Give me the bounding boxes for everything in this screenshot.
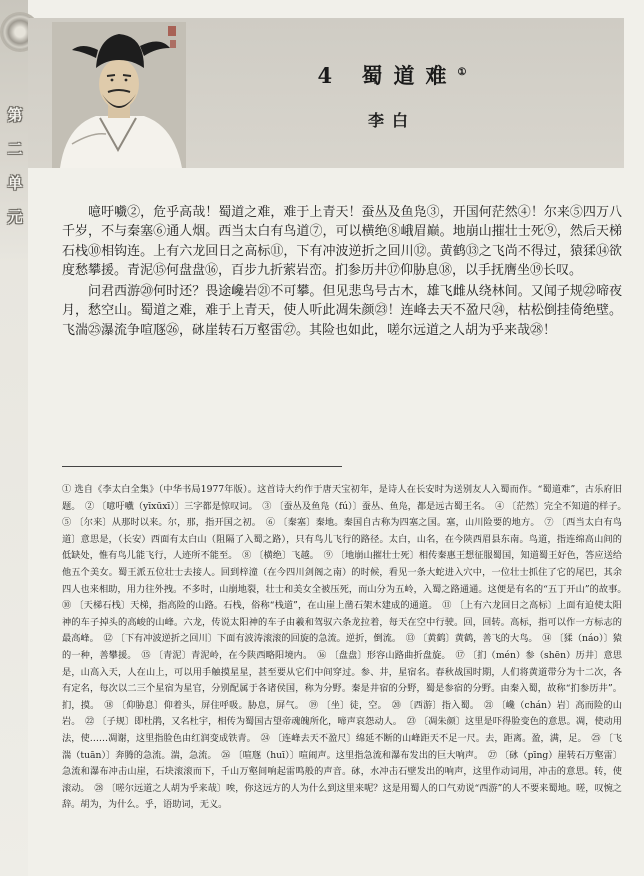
side-band — [0, 0, 28, 876]
unit-mark: 第二单元 — [7, 106, 23, 226]
poem-body — [62, 203, 622, 340]
poem-paragraph: 问君西游⑳何时还？畏途巉岩㉑不可攀。但见悲鸟号古木，雄飞雌从绕林间。又闻子规㉒啼夜月，愁空山。蜀道之难，难于上青天，使人听此凋朱颜㉓！连峰去天不盈尺㉔，枯松倒挂倚绝壁。飞湍㉕瀑流争喧豗㉖，砯崖转石万壑雷㉗。其险也如此，嗟尔远道之人胡为乎来哉㉘！ — [62, 284, 622, 338]
lesson-title: 4 蜀道难① — [317, 63, 467, 88]
li-bai-portrait — [52, 22, 186, 168]
footnote-divider — [62, 466, 342, 467]
poem-paragraph: 噫吁嚱②，危乎高哉！蜀道之难，难于上青天！蚕丛及鱼凫③，开国何茫然④！尔来⑤四万八千岁，不与秦塞⑥通人烟。西当太白有鸟道⑦，可以横绝⑧峨眉巅。地崩山摧壮士死⑨，然后天梯石栈⑩相钩连。上有六龙回日之高标⑪，下有冲波逆折之回川⑫。黄鹤⑬之飞尚不得过，猿猱⑭欲度愁攀援。青泥⑮何盘盘⑯，百步九折萦岩峦。扪参历井⑰仰胁息⑱，以手抚膺坐⑲长叹。 — [62, 205, 622, 278]
author-name: 李白 — [367, 111, 416, 130]
footnotes: ① 选自《李太白全集》（中华书局1977年版）。这首诗大约作于唐天宝初年，是诗人在长安时为送别友人入蜀而作。“蜀道难”，古乐府旧题。 ② 〔噫吁嚱（yīxūxī）〕三字都是惊叹词。 ③ 〔蚕丛及鱼凫（fú）〕蚕丛、鱼凫，都是远古蜀王名。 ④ 〔茫然〕完全不知道的样子。 ⑤ 〔尔来〕从那时以来。尔，那，指开国之初。 ⑥ 〔秦塞〕秦地。秦国自古称为四塞之国。塞，山川险要的地方。 ⑦ 〔西当太白有鸟道〕意思是，（长安）西面有太白山（阻隔了入蜀之路），只有鸟儿飞行的路径。太白，山名，在今陕西眉县东南。鸟道，指连绵高山间的低缺处，惟有鸟儿能飞行，人迹所不能至。 ⑧ 〔横绝〕飞越。 ⑨ 〔地崩山摧壮士死〕相传秦惠王想征服蜀国，知道蜀王好色，答应送给他五个美女。蜀王派五位壮士去接人。回到梓潼（在今四川剑阁之南）的时候，看见一条大蛇进入穴中，一位壮士抓住了它的尾巴，其余四人也来相助，用力往外拽。不多时，山崩地裂，壮士和美女全被压死，而山分为五岭，入蜀之路通通。这便是有名的“五丁开山”的故事。 ⑩ 〔天梯石栈〕天梯，指高险的山路。石栈，俗称“栈道”，在山崖上凿石架木建成的通道。 ⑪ 〔上有六龙回日之高标〕上面有迫使太阳神的车子掉头的高峻的山峰。六龙，传说太阳神的车子由羲和驾驭六条龙拉着，每天在空中行驶。回，回转。高标，指可以作一方标志的最高峰。 ⑫ 〔下有冲波逆折之回川〕下面有波涛滚滚的回旋的急流。逆折，倒流。 ⑬ 〔黄鹤〕黄鹤，善飞的大鸟。 ⑭ 〔猱（náo）〕猿的一种，善攀援。 ⑮ 〔青泥〕青泥岭，在今陕西略阳境内。 ⑯ 〔盘盘〕形容山路曲折盘旋。 ⑰ 〔扪（mén）参（shēn）历井〕意思是，山高入天，人在山上，可以用手触摸星星，甚至要从它们中间穿过。参、井，星宿名。春秋战国时期，人们将黄道带分为十二次，各有定名，每次以二三个星宿为星官，分别配属于各诸侯国，称为分野。秦是井宿的分野，蜀是参宿的分野。由秦入蜀，故称“扪参历井”。扪，摸。 ⑱ 〔仰胁息〕仰着头，屏住呼吸。胁息，屏气。 ⑲ 〔坐〕徒，空。 ⑳ 〔西游〕指入蜀。 ㉑ 〔巉（chán）岩〕高而险的山岩。 ㉒ 〔子规〕即杜鹃，又名杜宇，相传为蜀国古望帝魂魄所化，啼声哀怨动人。 ㉓ 〔凋朱颜〕这里是吓得脸变色的意思。凋，使动用法，使……凋谢，这里指脸色由红润变成铁青。 ㉔ 〔连峰去天不盈尺〕绵延不断的山峰距天不足一尺。去，距离。盈，满，足。 ㉕ 〔飞湍（tuān）〕奔腾的急流。湍，急流。 ㉖ 〔喧豗（huī）〕喧闹声。这里指急流和瀑布发出的巨大响声。 ㉗ 〔砯（pīng）崖转石万壑雷〕急流和瀑布冲击山崖，石块滚滚而下，千山万壑间响起雷鸣般的声音。砯，水冲击石壁发出的响声，这里作动词用，冲击的意思。转，使滚动。 ㉘ 〔嗟尔远道之人胡为乎来哉〕唉，你这远方的人为什么到这里来呢？这是用蜀人的口气劝说“西游”的人不要来蜀地。嗟，叹惋之辞。胡为，为什么。乎，语助词，无义。 — [62, 484, 632, 811]
